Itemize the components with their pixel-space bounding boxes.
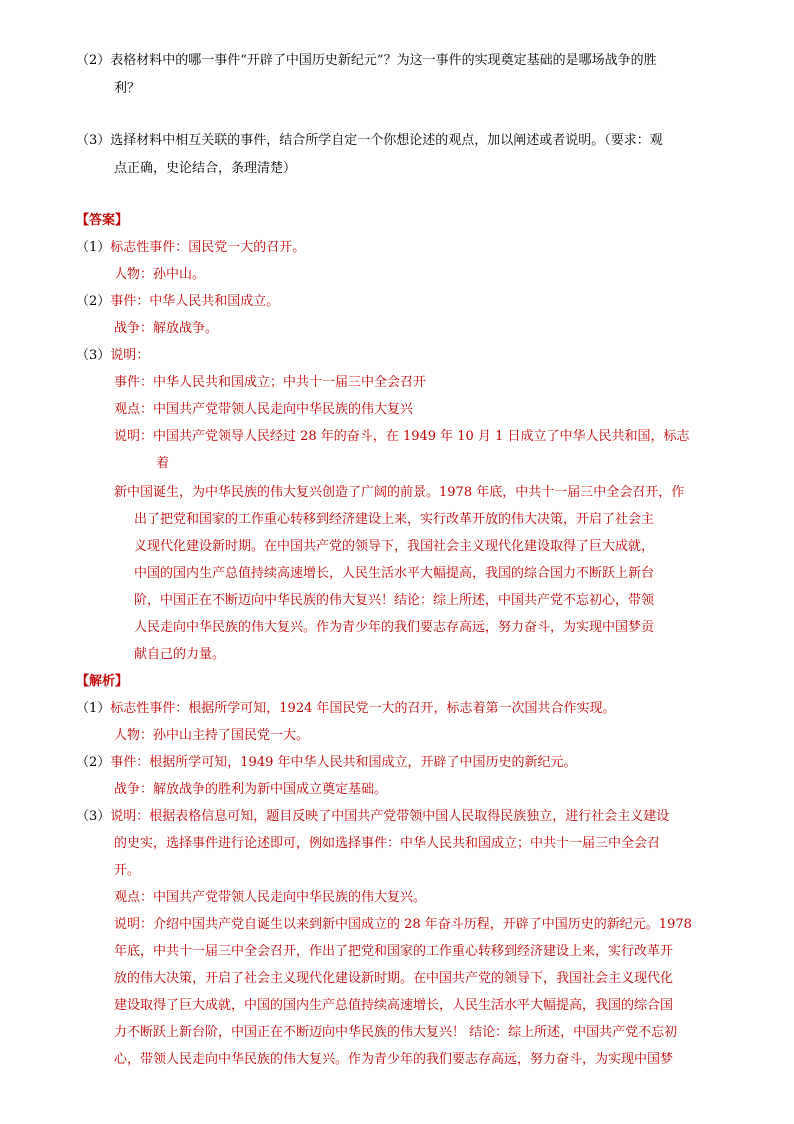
answer-3-text: 说明： xyxy=(110,348,150,363)
analysis-heading: 【解析】 xyxy=(76,674,129,689)
answer-3-marker: （3） xyxy=(76,348,111,363)
question-3-line-2: 点正确，史论结合，条理清楚） xyxy=(114,161,297,176)
analysis-3-explanation-line-3: 放的伟大决策，开启了社会主义现代化建设新时期。在中国共产党的领导下，我国社会主义现代化 xyxy=(114,971,674,986)
answer-3-paragraph-line-5: 阶，中国正在不断迈向中华民族的伟大复兴！结论：综上所述，中国共产党不忘初心，带领 xyxy=(134,593,655,608)
analysis-3-explanation-line-6: 心，带领人民走向中华民族的伟大复兴。作为青少年的我们要志存高远，努力奋斗，为实现中国梦 xyxy=(114,1052,674,1067)
analysis-1-text: 标志性事件：根据所学可知，1924 年国民党一大的召开，标志着第一次国共合作实现。 xyxy=(110,701,616,716)
answer-3-paragraph-line-4: 中国的国内生产总值持续高速增长，人民生活水平大幅提高，我国的综合国力不断跃上新台 xyxy=(134,566,655,581)
answer-3 xyxy=(76,347,149,365)
answer-2-war: 战争：解放战争。 xyxy=(114,321,219,336)
analysis-3-line-1: 说明：根据表格信息可知，题目反映了中国共产党带领中国人民取得民族独立，进行社会主义建设 xyxy=(110,809,670,824)
answer-3-paragraph-line-1: 新中国诞生，为中华民族的伟大复兴创造了广阔的前景。1978 年底，中共十一届三中全会召开，作 xyxy=(114,485,685,500)
analysis-1-person: 人物：孙中山主持了国民党一大。 xyxy=(114,728,310,743)
answer-1-marker: （1） xyxy=(76,240,111,255)
analysis-2 xyxy=(76,754,577,772)
answer-3-explanation-line-2: 着 xyxy=(156,456,170,471)
analysis-2-marker: （2） xyxy=(76,755,111,770)
answer-1-person: 人物：孙中山。 xyxy=(114,267,206,282)
analysis-3-marker: （3） xyxy=(76,809,111,824)
answer-2-marker: （2） xyxy=(76,294,111,309)
analysis-3-explanation-line-5: 力不断跃上新台阶，中国正在不断迈向中华民族的伟大复兴！ 结论：综上所述，中国共产党不忘初 xyxy=(114,1025,678,1040)
answer-3-paragraph-line-3: 义现代化建设新时期。在中国共产党的领导下，我国社会主义现代化建设取得了巨大成就， xyxy=(134,539,655,554)
analysis-3-explanation-line-4: 建设取得了巨大成就，中国的国内生产总值持续高速增长，人民生活水平大幅提高，我国的综合国 xyxy=(114,998,674,1013)
answer-3-view: 观点：中国共产党带领人民走向中华民族的伟大复兴 xyxy=(114,402,414,417)
answer-3-paragraph-line-2: 出了把党和国家的工作重心转移到经济建设上来，实行改革开放的伟大决策，开启了社会主 xyxy=(134,512,655,527)
question-2-line-1: （2）表格材料中的哪一事件“开辟了中国历史新纪元”？为这一事件的实现奠定基础的是哪场战争的胜 xyxy=(76,53,657,68)
analysis-2-war: 战争：解放战争的胜利为新中国成立奠定基础。 xyxy=(114,782,388,797)
question-3-line-1: （3）选择材料中相互关联的事件，结合所学自定一个你想论述的观点，加以阐述或者说明。（要求：观 xyxy=(76,133,663,148)
answer-3-explanation-line-1: 说明：中国共产党领导人民经过 28 年的奋斗，在 1949 年 10 月 1 日成立了中华人民共和国，标志 xyxy=(114,429,690,444)
answer-1 xyxy=(76,239,305,257)
answer-3-event: 事件：中华人民共和国成立；中共十一届三中全会召开 xyxy=(114,375,427,390)
answer-3-paragraph-line-7: 献自己的力量。 xyxy=(134,647,226,662)
answer-1-text: 标志性事件：国民党一大的召开。 xyxy=(110,240,306,255)
answer-2 xyxy=(76,293,279,311)
analysis-1-marker: （1） xyxy=(76,701,111,716)
question-2-line-2: 利？ xyxy=(114,81,141,96)
analysis-3-explanation-line-1: 说明：介绍中国共产党自诞生以来到新中国成立的 28 年奋斗历程，开辟了中国历史的新纪元。1978 xyxy=(114,917,692,932)
analysis-3-line-3: 开。 xyxy=(114,863,141,878)
answer-heading: 【答案】 xyxy=(76,213,129,228)
analysis-2-text: 事件：根据所学可知，1949 年中华人民共和国成立，开辟了中国历史的新纪元。 xyxy=(110,755,577,770)
analysis-3 xyxy=(76,808,669,826)
analysis-3-line-2: 的史实，选择事件进行论述即可，例如选择事件：中华人民共和国成立；中共十一届三中全会召 xyxy=(114,836,661,851)
analysis-1 xyxy=(76,700,616,718)
analysis-3-explanation-line-2: 年底，中共十一届三中全会召开，作出了把党和国家的工作重心转移到经济建设上来，实行改革开 xyxy=(114,944,674,959)
answer-2-text: 事件：中华人民共和国成立。 xyxy=(110,294,280,309)
analysis-3-view: 观点：中国共产党带领人民走向中华民族的伟大复兴。 xyxy=(114,890,427,905)
answer-3-paragraph-line-6: 人民走向中华民族的伟大复兴。作为青少年的我们要志存高远，努力奋斗，为实现中国梦贡 xyxy=(134,620,655,635)
